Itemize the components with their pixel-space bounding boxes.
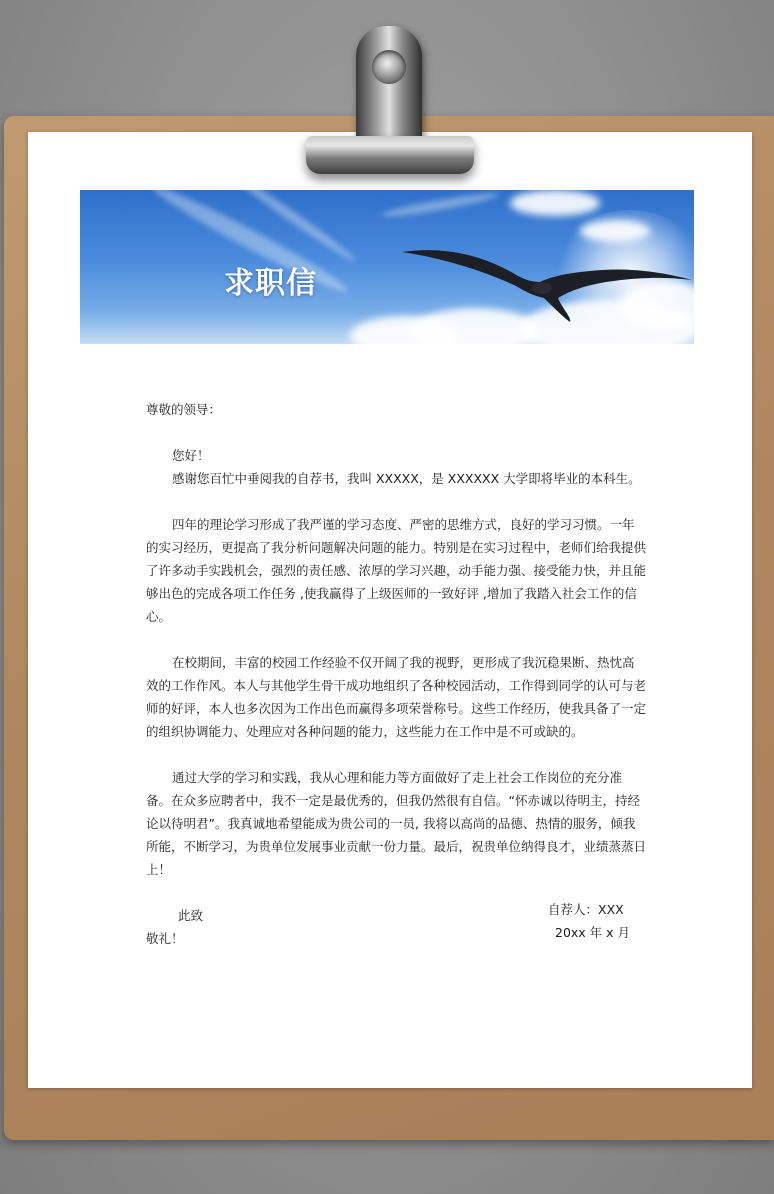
letter-paragraph-2: 在校期间，丰富的校园工作经验不仅开阔了我的视野，更形成了我沉稳果断、热忱高效的工作作风。本人与其他学生骨干成功地组织了各种校园活动，工作得到同学的认可与老师的好评，本人也多次因为工作出色而赢得多项荣誉称号。这些工作经历，使我具备了一定的组织协调能力、处理应对各种问题的能力，这些能力在工作中是不可或缺的。 [146,655,647,739]
letter-greeting: 尊敬的领导： [146,402,222,417]
signature-date: 20xx 年 x 月 [555,925,631,940]
letter-body [146,398,646,950]
binder-clip-base [306,136,474,174]
letter-intro: 感谢您百忙中垂阅我的自荐书，我叫 XXXXX，是 XXXXXX 大学即将毕业的本科生。 [172,471,641,486]
binder-clip-hole [372,50,406,84]
banner-title: 求职信 [224,266,317,301]
binder-clip-arm [356,26,422,146]
letter-paragraph-1: 四年的理论学习形成了我严谨的学习态度、严密的思维方式，良好的学习习惯。一年的实习经历，更提高了我分析问题解决问题的能力。特别是在实习过程中，老师们给我提供了许多动手实践机会，强烈的责任感、浓厚的学习兴趣，动手能力强、接受能力快，并且能够出色的完成各项工作任务 ,使我赢得了上级医师的一致好评 ,增加了我踏入社会工作的信心。 [146,517,647,624]
letter-paragraph-3: 通过大学的学习和实践，我从心理和能力等方面做好了走上社会工作岗位的充分准备。在众多应聘者中，我不一定是最优秀的，但我仍然很有自信。“怀赤诚以待明主，持经论以待明君”。我真诚地希望能成为贵公司的一员, 我将以高尚的品德、热情的服务，倾我所能，不断学习，为贵单位发展事业贡献一份力量。最后，祝贵单位纳得良才，业绩蒸蒸日上！ [146,770,647,877]
letter-hello: 您好！ [172,448,210,463]
bird-icon [402,236,692,326]
signature-block [548,898,630,944]
signature-name: 自荐人：XXX [548,902,624,917]
letter-closing-2: 敬礼！ [146,931,184,946]
header-banner [80,190,694,344]
letter-closing-1: 此致 [178,908,204,923]
